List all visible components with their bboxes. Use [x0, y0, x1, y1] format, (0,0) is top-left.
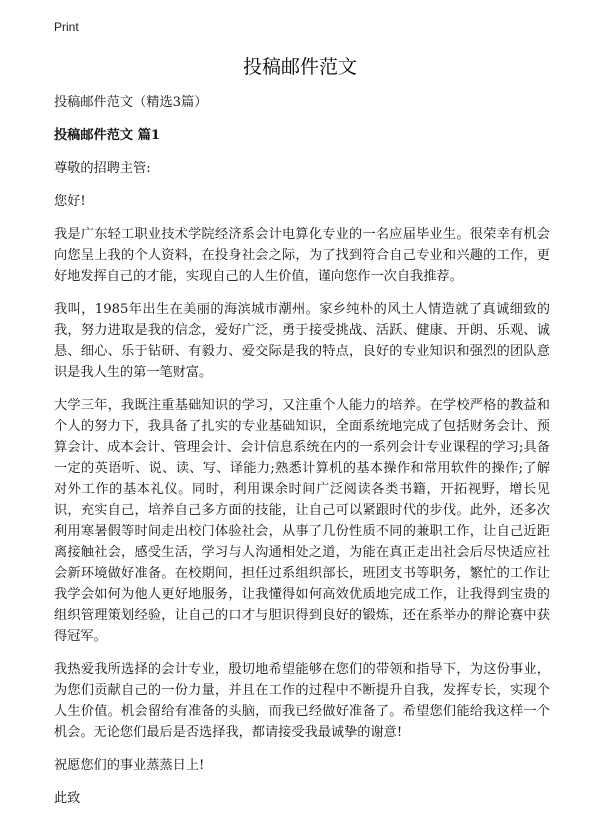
page-title: 投稿邮件范文 [242, 56, 357, 78]
greeting: 您好! [54, 194, 86, 209]
closing-wish: 祝愿您们的事业蒸蒸日上! [54, 758, 205, 773]
salutation: 尊敬的招聘主管: [54, 161, 151, 176]
closing: 此致 [54, 791, 81, 806]
section-heading: 投稿邮件范文 篇1 [54, 128, 161, 143]
paragraph: 我是广东轻工职业技术学院经济系会计电算化专业的一名应届毕业生。很荣幸有机会向您呈上我的个人资料，在投身社会之际，为了找到符合自己专业和兴趣的工作，更好地发挥自己的才能，实现自己的人生价值，谨向您作一次自我推荐。 [54, 227, 550, 284]
paragraph: 大学三年，我既注重基础知识的学习，又注重个人能力的培养。在学校严格的教益和个人的努力下，我具备了扎实的专业基础知识，全面系统地完成了包括财务会计、预算会计、成本会计、管理会计、会计信息系统在内的一系列会计专业课程的学习;具备一定的英语听、说、读、写、译能力;熟悉计算机的基本操作和常用软件的操作;了解对外工作的基本礼仪。同时，利用课余时间广泛阅读各类书籍，开拓视野，增长见识，充实自己，培养自己多方面的技能，让自己可以紧跟时代的步伐。此外，还多次利用寒暑假等时间走出校门体验社会，从事了几份性质不同的兼职工作，让自己近距离接触社会，感受生活，学习与人沟通相处之道，为能在真正走出社会后尽快适应社会新环境做好准备。在校期间，担任过系组织部长，班团支书等职务，繁忙的工作让我学会如何为他人更好地服务，让我懂得如何高效优质地完成工作，让我得到宝贵的组织管理策划经验，让自己的口才与胆识得到良好的锻炼，还在系举办的辩论赛中获得冠军。 [54, 398, 550, 644]
paragraph: 我叫，1985年出生在美丽的海滨城市潮州。家乡纯朴的风土人情造就了真诚细致的我，努力进取是我的信念，爱好广泛，勇于接受挑战、活跃、健康、开朗、乐观、诚恳、细心、乐于钻研、有毅力、爱交际是我的特点，良好的专业知识和强烈的团队意识是我人生的第一笔财富。 [54, 302, 550, 380]
paragraph: 我热爱我所选择的会计专业，殷切地希望能够在您们的带领和指导下，为这份事业，为您们贡献自己的一份力量，并且在工作的过程中不断提升自我，发挥专长，实现个人生价值。机会留给有准备的头脑，而我已经做好准备了。希望您们能给我这样一个机会。无论您们最后是否选择我，都请接受我最诚挚的谢意! [54, 662, 550, 740]
print-link[interactable]: Print [54, 20, 79, 34]
document-body [54, 92, 550, 821]
document-subtitle: 投稿邮件范文（精选3篇） [54, 95, 208, 110]
